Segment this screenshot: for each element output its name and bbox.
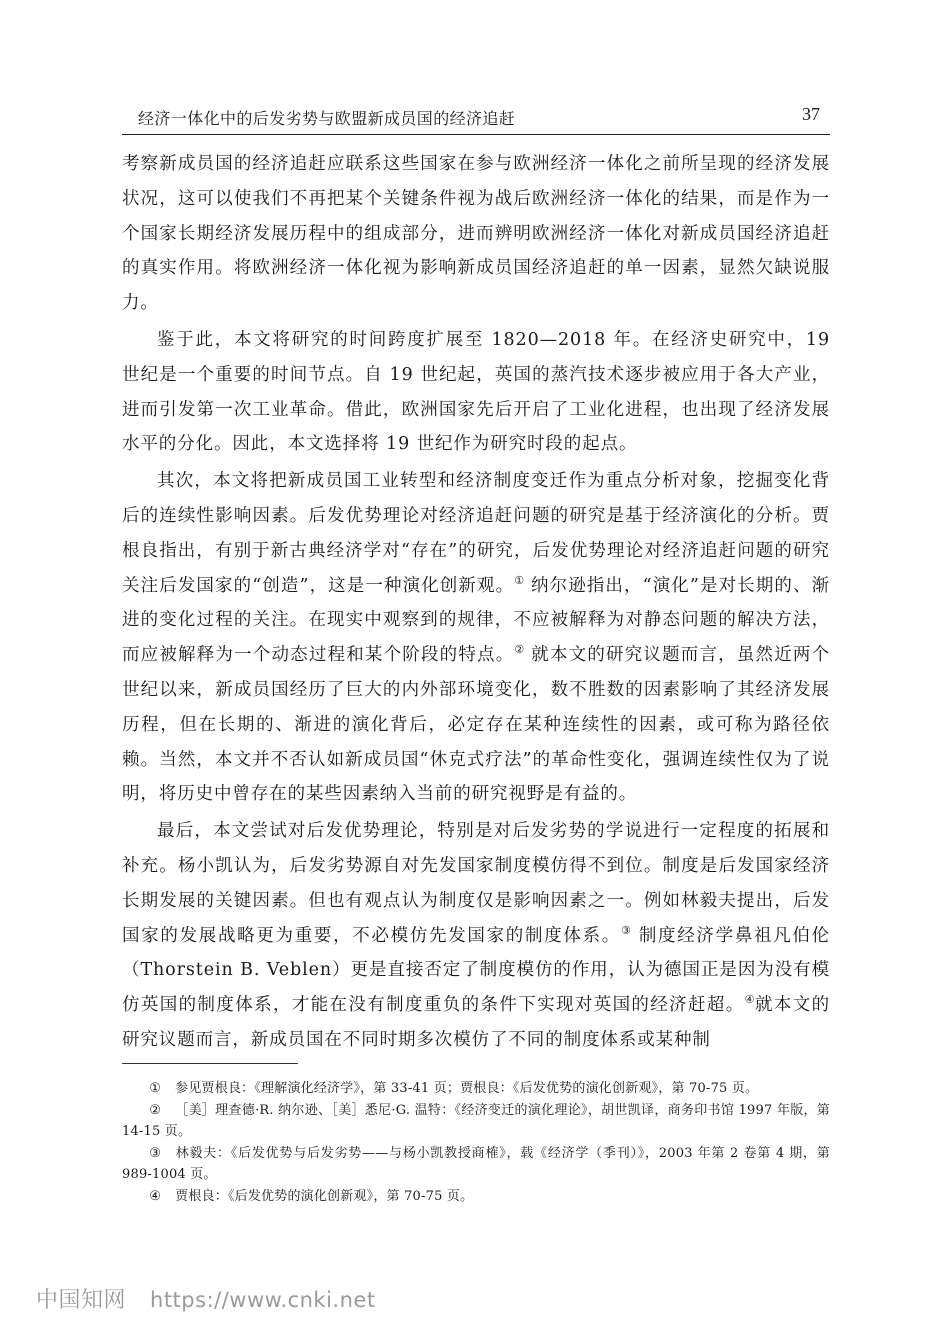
body-text [122, 147, 830, 1060]
watermark-brand: 中国知网 [36, 1288, 127, 1313]
footnote-text: 林毅夫：《后发优势与后发劣势——与杨小凯教授商榷》，载《经济学（季刊）》，2003 年第 2 卷第 4 期，第 989-1004 页。 [122, 1145, 830, 1182]
footnote-text: ［美］理查德·R. 纳尔逊、［美］悉尼·G. 温特：《经济变迁的演化理论》，胡世凯译，商务印书馆 1997 年版，第 14-15 页。 [122, 1102, 831, 1139]
paragraph-3-part-b: 纳尔逊指出，“演化”是对长期的、渐进的变化过程的关注。在现实中观察到的规律，不应被解释为对静态问题的解决方法，而应被解释为一个动态过程和某个阶段的特点。 [122, 575, 830, 666]
footnote-1 [122, 1078, 830, 1100]
footnote-mark: ② [149, 1102, 162, 1118]
running-title: 经济一体化中的后发劣势与欧盟新成员国的经济追赶 [138, 109, 516, 128]
footnote-text: 参见贾根良：《理解演化经济学》，第 33-41 页；贾根良：《后发优势的演化创新观》，第 70-75 页。 [175, 1081, 759, 1096]
footnote-ref-1[interactable]: ① [514, 573, 525, 587]
paragraph-4-part-b: 制度经济学鼻祖凡伯伦（Thorstein B. Veblen）更是直接否定了制度模仿的作用，认为德国正是因为没有模仿英国的制度体系，才能在没有制度重负的条件下实现对英国的经济赶超。 [122, 925, 830, 1016]
paragraph-3-part-a: 其次，本文将把新成员国工业转型和经济制度变迁作为重点分析对象，挖掘变化背后的连续性影响因素。后发优势理论对经济追赶问题的研究是基于经济演化的分析。贾根良指出，有别于新古典经济学对“存在”的研究，后发优势理论对经济追赶问题的研究关注后发国家的“创造”，这是一种演化创新观。 [122, 471, 830, 596]
footnote-ref-3[interactable]: ③ [620, 923, 632, 937]
paragraph-4-part-c: 就本文的研究议题而言，新成员国在不同时期多次模仿了不同的制度体系或某种制 [122, 995, 830, 1050]
paragraph-3-part-c: 就本文的研究议题而言，虽然近两个世纪以来，新成员国经历了巨大的内外部环境变化，数不胜数的因素影响了其经济发展历程，但在长期的、渐进的演化背后，必定存在某种连续性的因素，或可称为路径依赖。当然，本文并不否认如新成员国“休克式疗法”的革命性变化，强调连续性仅为了说明，将历史中曾存在的某些因素纳入当前的研究视野是有益的。 [122, 645, 830, 805]
running-header [122, 100, 830, 135]
cnki-watermark [36, 1283, 376, 1314]
footnotes [122, 1078, 830, 1207]
footnote-text: 贾根良：《后发优势的演化创新观》，第 70-75 页。 [175, 1188, 474, 1204]
footnote-mark: ④ [149, 1188, 162, 1204]
paragraph-4 [122, 814, 830, 1058]
footnote-4 [122, 1186, 830, 1208]
footnote-mark: ① [149, 1081, 162, 1096]
paragraph-2: 鉴于此，本文将研究的时间跨度扩展至 1820—2018 年。在经济史研究中，19 世纪是一个重要的时间节点。自 19 世纪起，英国的蒸汽技术逐步被应用于各大产业，进而引发第一次工业革命。借此，欧洲国家先后开启了工业化进程，也出现了经济发展水平的分化。因此，本文选择将 19 世纪作为研究时段的起点。 [122, 329, 830, 455]
watermark-url[interactable]: https://www.cnki.net [150, 1288, 376, 1312]
paragraph-1: 考察新成员国的经济追赶应联系这些国家在参与欧洲经济一体化之前所呈现的经济发展状况，这可以使我们不再把某个关键条件视为战后欧洲经济一体化的结果，而是作为一个国家长期经济发展历程中的组成部分，进而辨明欧洲经济一体化对新成员国经济追赶的真实作用。将欧洲经济一体化视为影响新成员国经济追赶的单一因素，显然欠缺说服力。 [122, 154, 830, 314]
paragraph-4-part-a: 最后，本文尝试对后发优势理论，特别是对后发劣势的学说进行一定程度的拓展和补充。杨小凯认为，后发劣势源自对先发国家制度模仿得不到位。制度是后发国家经济长期发展的关键因素。但也有观点认为制度仅是影响因素之一。例如林毅夫提出，后发国家的发展战略更为重要，不必模仿先发国家的制度体系。 [122, 821, 830, 946]
footnote-divider [122, 1063, 298, 1064]
paragraph-3 [122, 464, 830, 812]
footnote-ref-4[interactable]: ④ [744, 993, 755, 1007]
footnote-ref-2[interactable]: ② [514, 643, 525, 657]
footnote-3 [122, 1143, 830, 1186]
page-number: 37 [802, 104, 820, 124]
footnote-2 [122, 1100, 830, 1143]
footnote-mark: ③ [149, 1145, 162, 1161]
